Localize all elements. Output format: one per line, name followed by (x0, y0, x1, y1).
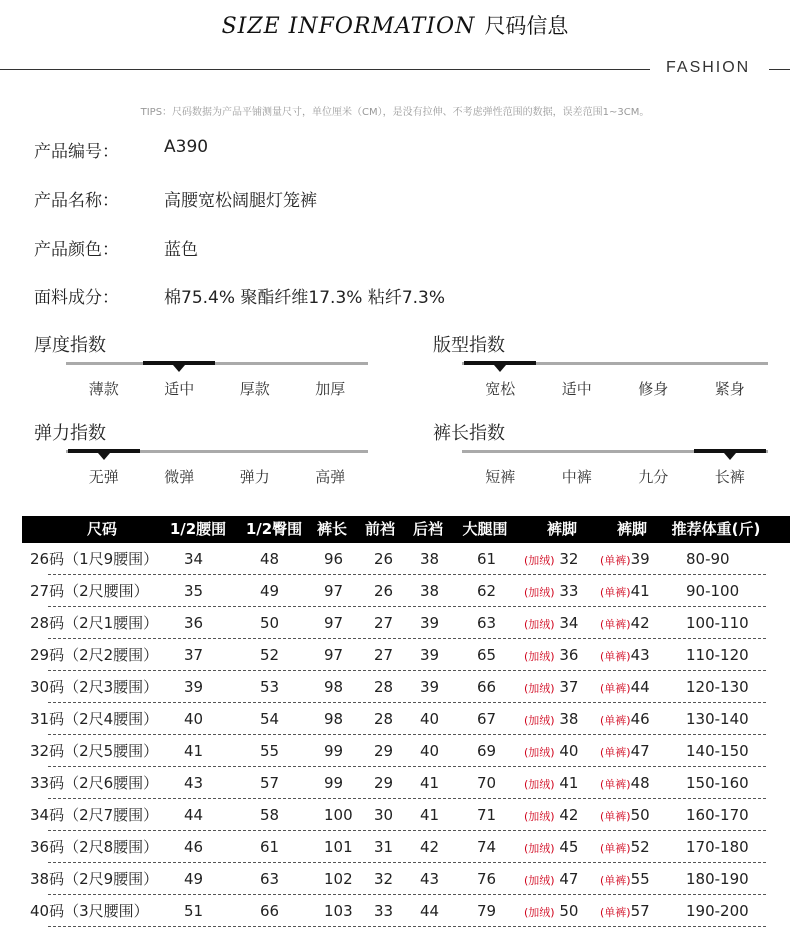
cell-weight: 80-90 (686, 550, 730, 568)
index-pointer-icon (98, 453, 110, 460)
hem-plush-value: 38 (559, 710, 579, 728)
cell-size: 31码（2尺4腰围） (30, 710, 159, 728)
cell-hem-plush (524, 767, 578, 799)
info-label: 产品名称： (34, 191, 119, 211)
table-row (22, 671, 790, 703)
cell-hip: 58 (260, 806, 280, 824)
hem-plush-value: 33 (559, 582, 579, 600)
index-option: 微弹 (164, 468, 195, 486)
cell-hip: 52 (260, 646, 280, 664)
cell-thigh: 70 (477, 774, 497, 792)
col-header-back-rise: 后裆 (412, 520, 443, 538)
cell-hem-plush (524, 671, 578, 703)
col-header-front-rise: 前裆 (364, 520, 395, 538)
cell-hem-plush (524, 831, 578, 863)
cell-thigh: 67 (477, 710, 497, 728)
cell-thigh: 71 (477, 806, 497, 824)
table-row (22, 703, 790, 735)
cell-back: 38 (420, 550, 440, 568)
tag-plush: (加绒) (524, 586, 555, 599)
cell-waist: 37 (184, 646, 204, 664)
cell-front: 27 (374, 646, 394, 664)
cell-hip: 53 (260, 678, 280, 696)
tag-single: (单裤) (600, 746, 631, 759)
index-track (66, 362, 368, 365)
cell-back: 39 (420, 646, 440, 664)
cell-hem-plush (524, 575, 578, 607)
cell-back: 41 (420, 806, 440, 824)
tag-single: (单裤) (600, 778, 631, 791)
col-header-weight: 推荐体重(斤) (671, 520, 761, 538)
col-header-hip: 1/2臀围 (245, 520, 303, 538)
cell-size: 38码（2尺9腰围） (30, 870, 159, 888)
info-label: 产品颜色： (34, 240, 119, 260)
table-row (22, 735, 790, 767)
cell-length: 102 (324, 870, 353, 888)
hem-single-value: 47 (630, 742, 650, 760)
cell-front: 33 (374, 902, 394, 920)
tag-plush: (加绒) (524, 682, 555, 695)
col-header-waist: 1/2腰围 (169, 520, 227, 538)
col-header-size: 尺码 (86, 520, 117, 538)
hem-single-value: 50 (630, 806, 650, 824)
tips-text: TIPS：尺码数据为产品平铺测量尺寸，单位厘米（CM），是没有拉伸、不考虑弹性范围的数据，误差范围1~3CM。 (140, 107, 650, 118)
cell-waist: 34 (184, 550, 204, 568)
cell-length: 97 (324, 646, 344, 664)
tag-single: (单裤) (600, 650, 631, 663)
tag-single: (单裤) (600, 618, 631, 631)
cell-length: 98 (324, 678, 344, 696)
cell-hip: 55 (260, 742, 280, 760)
cell-hem-plush (524, 703, 578, 735)
index-pointer-icon (494, 365, 506, 372)
size-table-header (22, 516, 790, 543)
index-option: 弹力 (239, 468, 270, 486)
cell-thigh: 76 (477, 870, 497, 888)
tag-plush: (加绒) (524, 874, 555, 887)
index-option: 无弹 (88, 468, 119, 486)
cell-weight: 190-200 (686, 902, 749, 920)
tag-plush: (加绒) (524, 650, 555, 663)
table-row (22, 863, 790, 895)
table-row (22, 895, 790, 927)
cell-hem-single (600, 863, 650, 895)
tag-plush: (加绒) (524, 714, 555, 727)
col-header-length: 裤长 (316, 520, 347, 538)
cell-hem-single (600, 543, 650, 575)
hem-plush-value: 37 (559, 678, 579, 696)
cell-waist: 36 (184, 614, 204, 632)
index-pointer-icon (724, 453, 736, 460)
tag-single: (单裤) (600, 714, 631, 727)
cell-hem-single (600, 799, 650, 831)
cell-hip: 61 (260, 838, 280, 856)
cell-thigh: 62 (477, 582, 497, 600)
tag-plush: (加绒) (524, 554, 555, 567)
tag-single: (单裤) (600, 586, 631, 599)
index-option: 高弹 (315, 468, 346, 486)
hem-plush-value: 50 (559, 902, 579, 920)
cell-hem-single (600, 895, 650, 927)
cell-back: 39 (420, 614, 440, 632)
tag-single: (单裤) (600, 842, 631, 855)
index-option: 薄款 (88, 380, 119, 398)
cell-hip: 63 (260, 870, 280, 888)
info-value: 棉75.4% 聚酯纤维17.3% 粘纤7.3% (164, 288, 446, 308)
cell-weight: 170-180 (686, 838, 749, 856)
cell-waist: 44 (184, 806, 204, 824)
cell-length: 103 (324, 902, 353, 920)
title-chinese: 尺码信息 (484, 14, 569, 38)
index-option: 适中 (561, 380, 592, 398)
hem-plush-value: 36 (559, 646, 579, 664)
cell-front: 28 (374, 710, 394, 728)
tag-plush: (加绒) (524, 906, 555, 919)
row-divider (48, 926, 766, 927)
cell-weight: 90-100 (686, 582, 740, 600)
cell-hem-single (600, 671, 650, 703)
page-title (0, 10, 790, 40)
index-option: 适中 (164, 380, 195, 398)
index-option: 宽松 (485, 380, 516, 398)
tag-plush: (加绒) (524, 810, 555, 823)
cell-back: 40 (420, 710, 440, 728)
cell-hip: 54 (260, 710, 280, 728)
tag-single: (单裤) (600, 874, 631, 887)
index-title: 裤长指数 (433, 423, 505, 444)
cell-front: 26 (374, 550, 394, 568)
cell-hem-plush (524, 735, 578, 767)
cell-back: 44 (420, 902, 440, 920)
cell-hem-plush (524, 639, 578, 671)
cell-front: 26 (374, 582, 394, 600)
cell-hem-plush (524, 895, 578, 927)
index-title: 弹力指数 (34, 423, 106, 444)
index-title: 厚度指数 (34, 335, 106, 356)
cell-weight: 130-140 (686, 710, 749, 728)
table-row (22, 575, 790, 607)
cell-thigh: 69 (477, 742, 497, 760)
cell-front: 29 (374, 742, 394, 760)
cell-weight: 160-170 (686, 806, 749, 824)
table-row (22, 767, 790, 799)
cell-weight: 180-190 (686, 870, 749, 888)
cell-hem-single (600, 639, 650, 671)
cell-length: 99 (324, 742, 344, 760)
index-title: 版型指数 (433, 335, 505, 356)
col-header-thigh: 大腿围 (462, 520, 508, 538)
cell-back: 42 (420, 838, 440, 856)
cell-size: 27码（2尺腰围） (30, 582, 149, 600)
hem-plush-value: 42 (559, 806, 579, 824)
hem-single-value: 39 (630, 550, 650, 568)
cell-length: 97 (324, 614, 344, 632)
cell-front: 31 (374, 838, 394, 856)
cell-waist: 35 (184, 582, 204, 600)
hem-plush-value: 41 (559, 774, 579, 792)
cell-waist: 51 (184, 902, 204, 920)
hem-single-value: 52 (630, 838, 650, 856)
table-row (22, 607, 790, 639)
cell-size: 30码（2尺3腰围） (30, 678, 159, 696)
cell-front: 28 (374, 678, 394, 696)
cell-back: 39 (420, 678, 440, 696)
cell-thigh: 61 (477, 550, 497, 568)
hem-plush-value: 40 (559, 742, 579, 760)
cell-front: 27 (374, 614, 394, 632)
cell-front: 32 (374, 870, 394, 888)
info-label: 面料成分： (34, 288, 119, 308)
cell-thigh: 79 (477, 902, 497, 920)
table-row (22, 543, 790, 575)
cell-back: 41 (420, 774, 440, 792)
hem-plush-value: 47 (559, 870, 579, 888)
cell-length: 97 (324, 582, 344, 600)
cell-hem-plush (524, 607, 578, 639)
cell-waist: 39 (184, 678, 204, 696)
cell-thigh: 66 (477, 678, 497, 696)
index-option: 短裤 (485, 468, 516, 486)
tag-plush: (加绒) (524, 842, 555, 855)
hem-single-value: 55 (630, 870, 650, 888)
info-value: 蓝色 (164, 240, 198, 260)
index-option: 紧身 (714, 380, 745, 398)
cell-waist: 49 (184, 870, 204, 888)
cell-hem-plush (524, 799, 578, 831)
hem-plush-value: 45 (559, 838, 579, 856)
divider-left (0, 69, 650, 70)
cell-size: 36码（2尺8腰围） (30, 838, 159, 856)
title-english: SIZE INFORMATION (221, 14, 476, 39)
index-pointer-icon (173, 365, 185, 372)
cell-thigh: 74 (477, 838, 497, 856)
tag-single: (单裤) (600, 906, 631, 919)
index-option: 修身 (638, 380, 669, 398)
cell-hip: 66 (260, 902, 280, 920)
cell-hip: 57 (260, 774, 280, 792)
cell-front: 29 (374, 774, 394, 792)
index-option: 九分 (638, 468, 669, 486)
cell-hip: 49 (260, 582, 280, 600)
cell-thigh: 65 (477, 646, 497, 664)
cell-size: 33码（2尺6腰围） (30, 774, 159, 792)
cell-length: 96 (324, 550, 344, 568)
hem-plush-value: 32 (559, 550, 579, 568)
table-row (22, 639, 790, 671)
cell-thigh: 63 (477, 614, 497, 632)
cell-weight: 120-130 (686, 678, 749, 696)
info-value: A390 (164, 137, 209, 157)
cell-weight: 140-150 (686, 742, 749, 760)
cell-hem-plush (524, 543, 578, 575)
cell-back: 40 (420, 742, 440, 760)
index-option: 厚款 (239, 380, 270, 398)
index-option: 长裤 (714, 468, 745, 486)
cell-size: 26码（1尺9腰围） (30, 550, 159, 568)
hem-plush-value: 34 (559, 614, 579, 632)
cell-size: 28码（2尺1腰围） (30, 614, 159, 632)
hem-single-value: 48 (630, 774, 650, 792)
col-header-hem-plush: 裤脚 (546, 520, 577, 538)
cell-weight: 110-120 (686, 646, 749, 664)
table-row (22, 799, 790, 831)
cell-hem-single (600, 607, 650, 639)
cell-length: 99 (324, 774, 344, 792)
tag-single: (单裤) (600, 810, 631, 823)
tag-plush: (加绒) (524, 618, 555, 631)
index-option: 加厚 (315, 380, 346, 398)
tag-plush: (加绒) (524, 778, 555, 791)
cell-back: 38 (420, 582, 440, 600)
info-label: 产品编号： (34, 142, 119, 162)
cell-length: 100 (324, 806, 353, 824)
cell-length: 101 (324, 838, 353, 856)
cell-size: 29码（2尺2腰围） (30, 646, 159, 664)
cell-weight: 100-110 (686, 614, 749, 632)
index-option: 中裤 (561, 468, 592, 486)
cell-length: 98 (324, 710, 344, 728)
cell-waist: 41 (184, 742, 204, 760)
divider-right (769, 69, 790, 70)
col-header-hem-single: 裤脚 (616, 520, 647, 538)
cell-waist: 46 (184, 838, 204, 856)
hem-single-value: 57 (630, 902, 650, 920)
cell-waist: 40 (184, 710, 204, 728)
info-value: 高腰宽松阔腿灯笼裤 (164, 191, 317, 211)
cell-hip: 48 (260, 550, 280, 568)
cell-hem-plush (524, 863, 578, 895)
cell-hem-single (600, 703, 650, 735)
cell-size: 34码（2尺7腰围） (30, 806, 159, 824)
cell-hem-single (600, 735, 650, 767)
hem-single-value: 42 (630, 614, 650, 632)
cell-size: 32码（2尺5腰围） (30, 742, 159, 760)
cell-size: 40码（3尺腰围） (30, 902, 149, 920)
tag-single: (单裤) (600, 682, 631, 695)
cell-back: 43 (420, 870, 440, 888)
cell-hip: 50 (260, 614, 280, 632)
hem-single-value: 46 (630, 710, 650, 728)
cell-hem-single (600, 767, 650, 799)
cell-hem-single (600, 575, 650, 607)
tag-single: (单裤) (600, 554, 631, 567)
hem-single-value: 41 (630, 582, 650, 600)
hem-single-value: 44 (630, 678, 650, 696)
cell-waist: 43 (184, 774, 204, 792)
hem-single-value: 43 (630, 646, 650, 664)
table-row (22, 831, 790, 863)
cell-weight: 150-160 (686, 774, 749, 792)
cell-front: 30 (374, 806, 394, 824)
cell-hem-single (600, 831, 650, 863)
tag-plush: (加绒) (524, 746, 555, 759)
fashion-label: FASHION (666, 59, 751, 76)
